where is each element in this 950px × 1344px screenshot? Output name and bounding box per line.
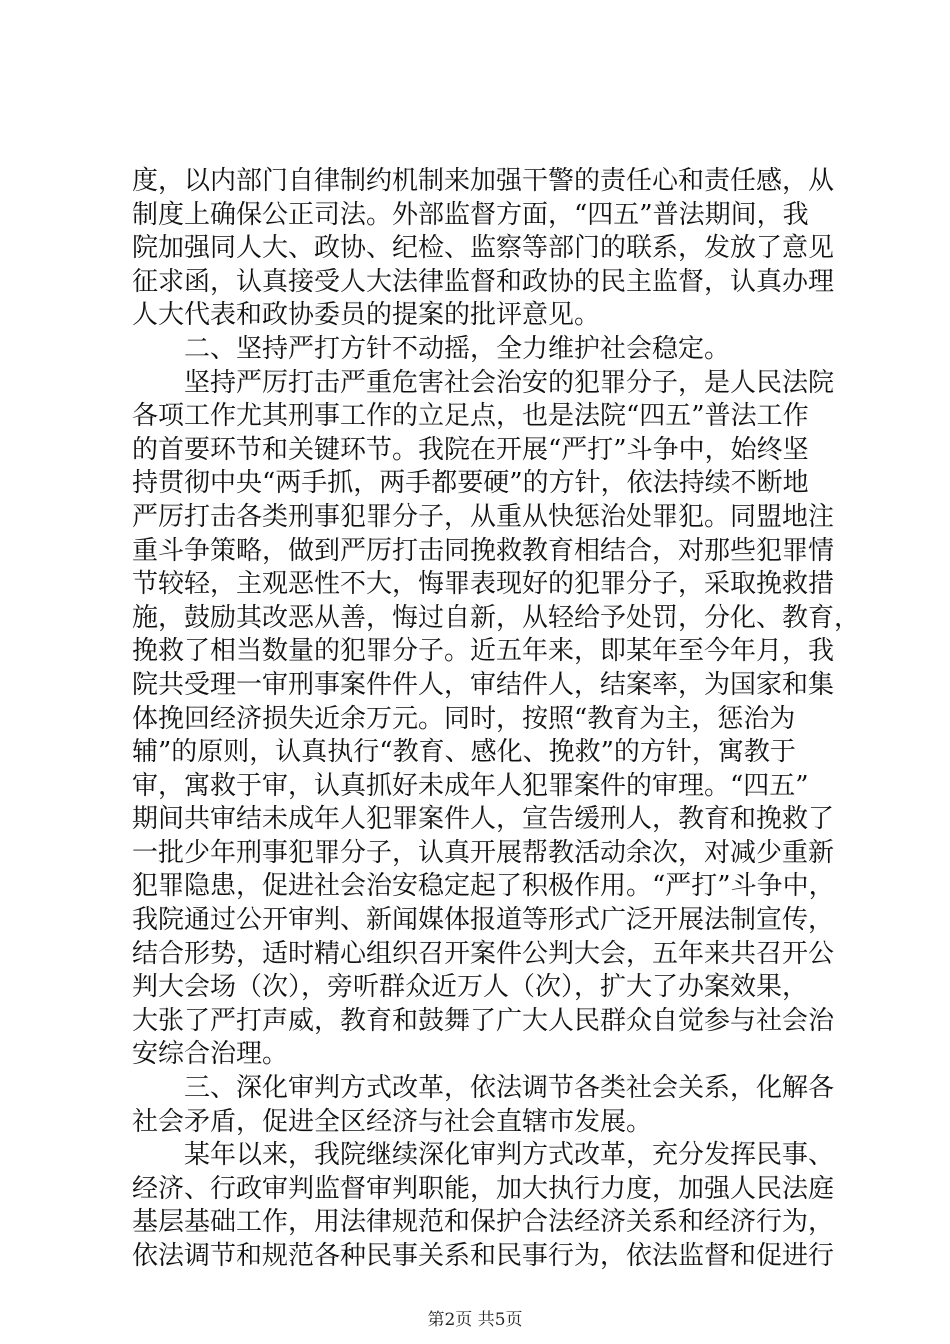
- text-line: 持贯彻中央“两手抓，两手都要硬”的方针，依法持续不断地: [132, 468, 809, 499]
- text-line: 节较轻，主观恶性不大，悔罪表现好的犯罪分子，采取挽救措: [132, 569, 835, 600]
- section-heading: 社会矛盾，促进全区经济与社会直辖市发展。: [132, 1106, 653, 1137]
- text-line: 辅”的原则，认真执行“教育、感化、挽救”的方针，寓教于: [132, 737, 796, 768]
- text-line: 度，以内部门自律制约机制来加强干警的责任心和责任感，从: [132, 166, 835, 196]
- text-line: 征求函，认真接受人大法律监督和政协的民主监督，认真办理: [132, 266, 835, 297]
- text-line: 院共受理一审刑事案件件人，审结件人，结案率，为国家和集: [132, 669, 835, 700]
- body-text: [132, 165, 861, 1274]
- text-line: 经济、行政审判监督审判职能，加大执行力度，加强人民法庭: [132, 1173, 835, 1204]
- text-line: 犯罪隐患，促进社会治安稳定起了积极作用。“严打”斗争中，: [132, 871, 835, 902]
- text-line: 我院通过公开审判、新闻媒体报道等形式广泛开展法制宣传，: [132, 905, 835, 936]
- text-line: 大张了严打声威，教育和鼓舞了广大人民群众自觉参与社会治: [132, 1005, 835, 1036]
- text-line: 严厉打击各类刑事犯罪分子，从重从快惩治处罪犯。同盟地注: [132, 501, 835, 532]
- text-line: 判大会场（次），旁听群众近万人（次），扩大了办案效果，: [132, 972, 809, 1003]
- text-line: 体挽回经济损失近余万元。同时，按照“教育为主，惩治为: [132, 703, 796, 734]
- text-line: 院加强同人大、政协、纪检、监察等部门的联系，发放了意见: [132, 233, 835, 264]
- text-line: 安综合治理。: [132, 1039, 289, 1070]
- text-line: 施，鼓励其改恶从善，悔过自新，从轻给予处罚，分化、教育，: [132, 602, 861, 633]
- page-number: 第2页 共5页: [427, 1310, 523, 1330]
- text-line: 人大代表和政协委员的提案的批评意见。: [132, 300, 601, 331]
- text-line: 依法调节和规范各种民事关系和民事行为，依法监督和促进行: [132, 1241, 835, 1271]
- text-line: 挽救了相当数量的犯罪分子。近五年来，即某年至今年月，我: [132, 636, 835, 667]
- text-line: 一批少年刑事犯罪分子，认真开展帮教活动余次，对减少重新: [132, 837, 835, 868]
- text-line: 审，寓救于审，认真抓好未成年人犯罪案件的审理。“四五”: [132, 770, 809, 801]
- text-line: 基层基础工作，用法律规范和保护合法经济关系和经济行为，: [132, 1207, 835, 1238]
- text-line: 的首要环节和关键环节。我院在开展“严打”斗争中，始终坚: [132, 434, 809, 465]
- text-line: 结合形势，适时精心组织召开案件公判大会，五年来共召开公: [132, 938, 835, 969]
- text-line: 期间共审结未成年人犯罪案件人，宣告缓刑人，教育和挽救了: [132, 804, 835, 835]
- text-line: 重斗争策略，做到严厉打击同挽救教育相结合，对那些犯罪情: [132, 535, 835, 566]
- text-line: 坚持严厉打击严重危害社会治安的犯罪分子，是人民法院: [132, 367, 835, 398]
- text-line: 某年以来，我院继续深化审判方式改革，充分发挥民事、: [132, 1140, 835, 1171]
- section-heading: 二、坚持严打方针不动摇，全力维护社会稳定。: [132, 333, 731, 364]
- text-line: 制度上确保公正司法。外部监督方面，“四五”普法期间，我: [132, 199, 809, 230]
- section-heading: 三、深化审判方式改革，依法调节各类社会关系，化解各: [132, 1073, 835, 1104]
- text-line: 各项工作尤其刑事工作的立足点，也是法院“四五”普法工作: [132, 401, 809, 432]
